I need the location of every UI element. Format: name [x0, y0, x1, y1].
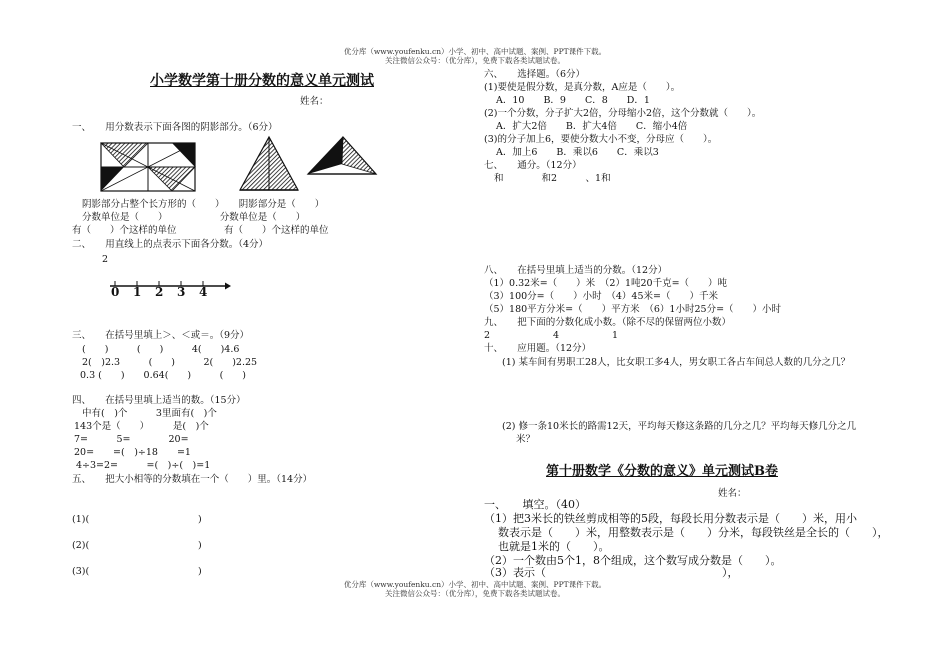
- q4-row-1: 中有( )个 3里面有( )个: [82, 408, 217, 419]
- header-line-2: 关注微信公众号：（优分库），免费下载各类试题试卷。: [385, 56, 565, 65]
- q5-item-2-close: ): [198, 540, 202, 551]
- q6-item-1: (1)要使是假分数，是真分数，A应是（ ）。: [484, 82, 681, 93]
- number-line: [108, 280, 232, 292]
- q5-item-3-close: ): [198, 566, 202, 577]
- q10-title: 十、 应用题。（12分）: [484, 343, 592, 354]
- q9-value-2: 4: [553, 330, 560, 341]
- q8-item-1: （1）0.32米=（ ）米 （2）1吨20千克=（ ）吨: [484, 278, 728, 289]
- q10-problem-2-cont: 米？: [516, 434, 536, 445]
- q7-line: 和 和2 、1和: [494, 173, 611, 184]
- q4-row-3: 7= 5= 20=: [74, 434, 189, 445]
- b-line-4: （2）一个数由5个1，8个组成，这个数写成分数是（ ）。: [484, 554, 782, 567]
- q10-problem-2: (2) 修一条10米长的路需12天，平均每天修这条路的几分之几？平均每天修几分之几: [502, 421, 857, 432]
- page-title: 小学数学第十册分数的意义单元测试: [150, 73, 374, 89]
- q4-row-2: 143个是（ ） 是( )个: [74, 421, 209, 432]
- name-label: 姓名：: [300, 96, 329, 107]
- q6-item-5: (3)的分子加上6，要使分数大小不变，分母应（ ）。: [484, 134, 718, 145]
- tick-2: 2: [155, 285, 164, 299]
- q3-row-2: 2( )2.3 ( ) 2( )2.25: [82, 357, 258, 368]
- q8-item-2: （3）100分=（ ）小时 （4）45米=（ ）千米: [484, 291, 718, 302]
- q3-title: 三、 在括号里填上＞、＜或＝。（9分）: [72, 330, 250, 341]
- b-line-1: （1）把3米长的铁丝剪成相等的5段，每段长用分数表示是（ ）米，用小: [484, 512, 857, 525]
- b-line-3: 也就是1米的（ ）。: [498, 540, 610, 553]
- q4-title: 四、 在括号里填上适当的数。（15分）: [72, 395, 246, 406]
- q6-item-4: A．扩大2倍 B．扩大4倍 C．缩小4倍: [496, 121, 688, 132]
- header-line-1: 优分库（www.youfenku.cn）小学、初中、高中试题、案例、PPT课件下载。: [343, 47, 607, 56]
- q5-item-2: (2)(: [72, 540, 90, 551]
- triangle-figure: [238, 134, 378, 194]
- tick-0: 0: [111, 285, 120, 299]
- q1-title: 一、 用分数表示下面各图的阴影部分。（6分）: [72, 122, 278, 133]
- q1-line-2: 分数单位是（ ） 分数单位是（ ）: [82, 212, 306, 223]
- q9-title: 九、 把下面的分数化成小数。（除不尽的保留两位小数）: [484, 317, 732, 328]
- q4-row-5: 4÷3=2= =( )÷( )=1: [76, 460, 211, 471]
- footer-line-2: 关注微信公众号：（优分库），免费下载各类试题试卷。: [385, 589, 565, 598]
- q5-item-3: (3)(: [72, 566, 90, 577]
- q8-item-3: （5）180平方分米=（ ）平方米 （6）1小时25分=（ ）小时: [484, 304, 782, 315]
- b-line-5: （3）表示（ ），: [484, 566, 739, 579]
- footer-line-1: 优分库（www.youfenku.cn）小学、初中、高中试题、案例、PPT课件下载。: [343, 580, 607, 589]
- q2-title: 二、 用直线上的点表示下面各分数。（4分）: [72, 239, 269, 250]
- b-name-label: 姓名：: [718, 488, 747, 499]
- q8-title: 八、 在括号里填上适当的分数。（12分）: [484, 265, 668, 276]
- q5-item-1-close: ): [198, 514, 202, 525]
- q5-title: 五、 把大小相等的分数填在一个（ ）里。（14分）: [72, 474, 313, 485]
- tick-3: 3: [177, 285, 186, 299]
- q9-value-1: 2: [484, 330, 491, 341]
- q4-row-4: 20= =( )÷18 =1: [74, 447, 191, 458]
- b-test-title: 第十册数学《分数的意义》单元测试B卷: [546, 464, 778, 479]
- q3-row-1: ( ) ( ) 4( )4.6: [82, 344, 240, 355]
- q1-line-1: 阴影部分占整个长方形的（ ） 阴影部分是（ ）: [82, 199, 325, 210]
- tick-1: 1: [133, 285, 142, 299]
- q2-number: 2: [102, 254, 109, 265]
- q1-line-3: 有（ ）个这样的单位 有（ ）个这样的单位: [72, 225, 329, 236]
- q7-title: 七、 通分。（12分）: [484, 160, 582, 171]
- q6-item-2: A．10 B．9 C．8 D．1: [496, 95, 650, 106]
- rectangle-figure: [100, 142, 196, 192]
- q6-item-6: A．加上6 B．乘以6 C．乘以3: [496, 147, 659, 158]
- q6-item-3: (2)一个分数，分子扩大2倍，分母缩小2倍，这个分数就（ ）。: [484, 108, 762, 119]
- q6-title: 六、 选择题。（6分）: [484, 69, 586, 80]
- q9-value-3: 1: [612, 330, 619, 341]
- b-section-1: 一、 填空。（40）: [484, 498, 586, 511]
- q10-problem-1: (1) 某车间有男职工28人，比女职工多4人，男女职工各占车间总人数的几分之几？: [502, 357, 851, 368]
- q5-item-1: (1)(: [72, 514, 90, 525]
- b-line-2: 数表示是（ ）米，用整数表示是（ ）分米，每段铁丝是全长的（ ），: [498, 526, 889, 539]
- tick-4: 4: [199, 285, 208, 299]
- q3-row-3: 0.3 ( ) 0.64( ) ( ): [80, 370, 247, 381]
